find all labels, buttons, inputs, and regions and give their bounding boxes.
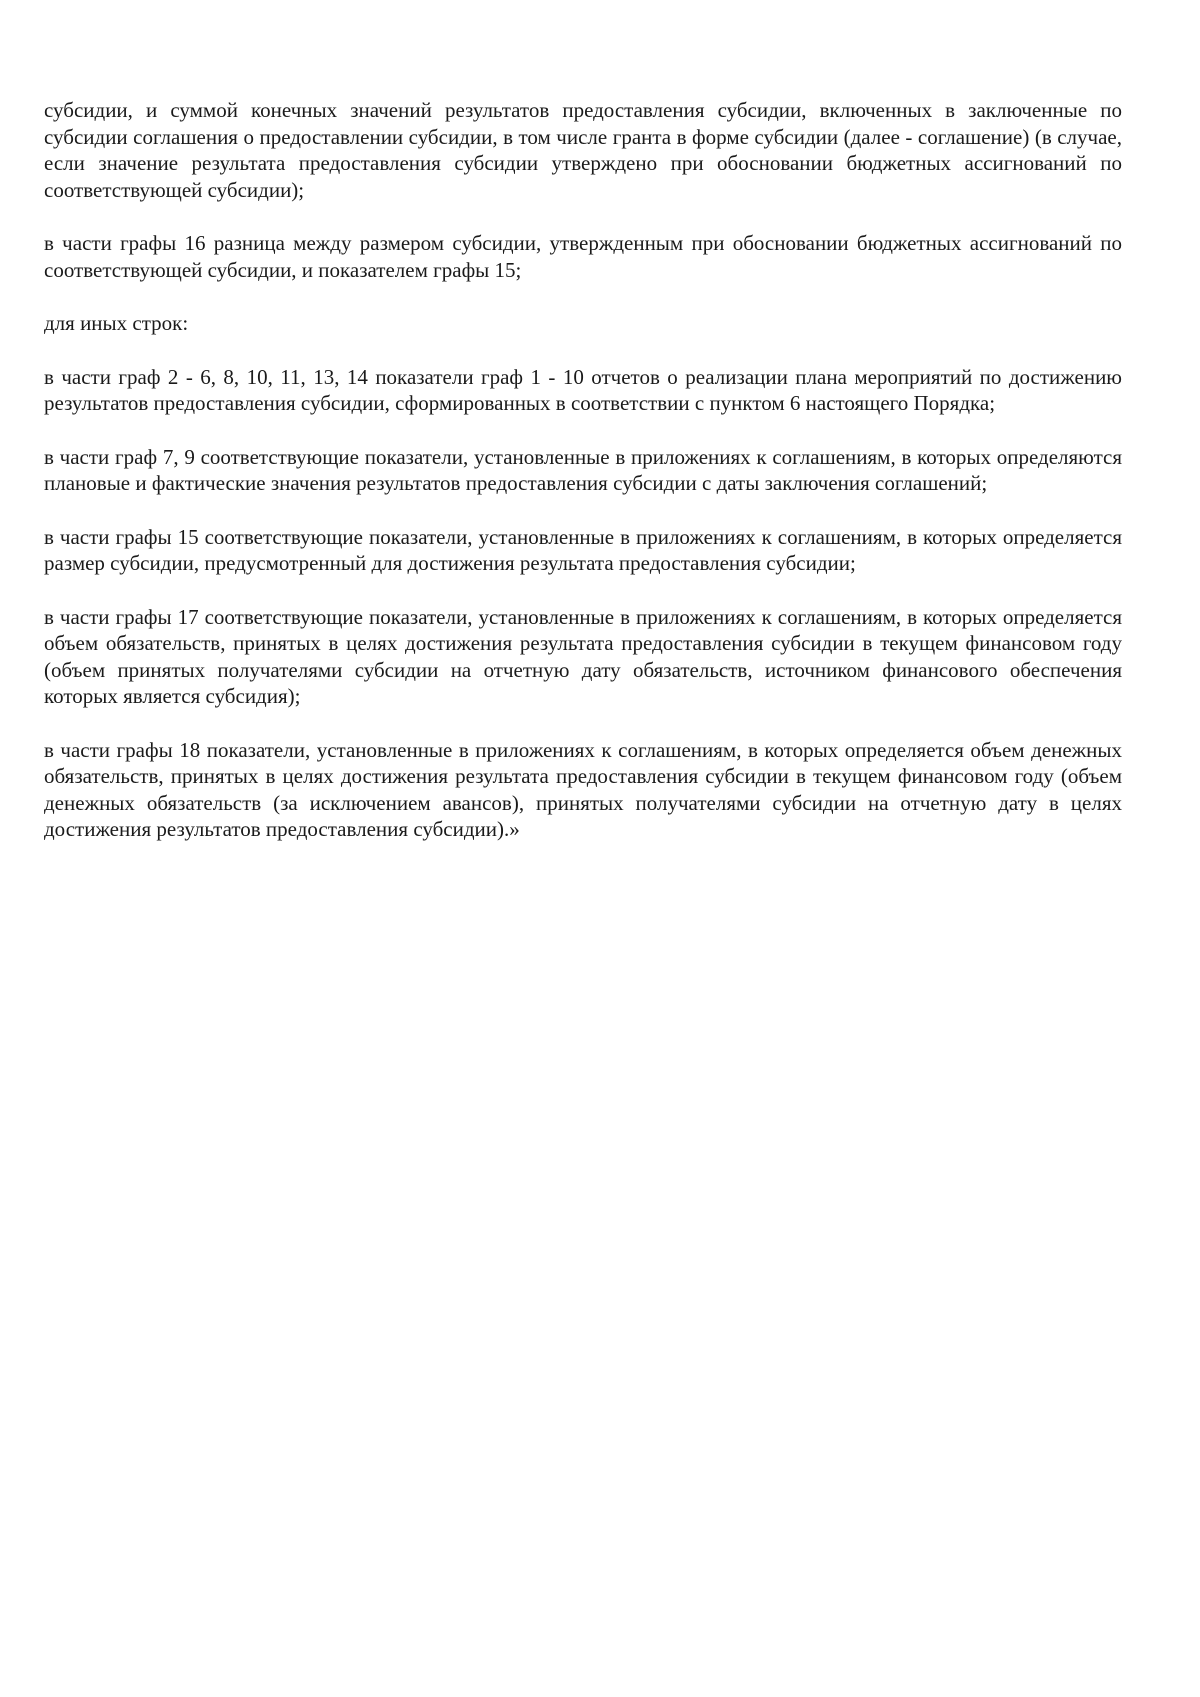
paragraph-3: для иных строк: <box>44 311 189 335</box>
paragraph-6: в части графы 15 соответствующие показатели, установленные в приложениях к соглашениям, в которых определяется размер субсидии, предусмотренный для достижения результата предоставления субсидии; <box>44 524 1122 575</box>
paragraph-5: в части граф 7, 9 соответствующие показатели, установленные в приложениях к соглашениям, в которых определяются плановые и фактические значения результатов предоставления субсидии с даты заключения соглашений; <box>44 444 1122 495</box>
document-body <box>44 97 1122 870</box>
paragraph-8: в части графы 18 показатели, установленные в приложениях к соглашениям, в которых определяется объем денежных обязательств, принятых в целях достижения результата предоставления субсидии в текущем финансовом году (объем денежных обязательств (за исключением авансов), принятых получателями субсидии на отчетную дату в целях достижения результатов предоставления субсидии).» <box>44 737 1122 841</box>
paragraph-1: субсидии, и суммой конечных значений результатов предоставления субсидии, включенных в заключенные по субсидии соглашения о предоставлении субсидии, в том числе гранта в форме субсидии (далее - соглашение) (в случае, если значение результата предоставления субсидии утверждено при обосновании бюджетных ассигнований по соответствующей субсидии); <box>44 98 1122 202</box>
paragraph-2: в части графы 16 разница между размером субсидии, утвержденным при обосновании бюджетных ассигнований по соответствующей субсидии, и показателем графы 15; <box>44 231 1122 282</box>
paragraph-4: в части граф 2 - 6, 8, 10, 11, 13, 14 показатели граф 1 - 10 отчетов о реализации плана мероприятий по достижению результатов предоставления субсидии, сформированных в соответствии с пунктом 6 настоящего Порядка; <box>44 364 1122 415</box>
paragraph-7: в части графы 17 соответствующие показатели, установленные в приложениях к соглашениям, в которых определяется объем обязательств, принятых в целях достижения результата предоставления субсидии в текущем финансовом году (объем принятых получателями субсидии на отчетную дату обязательств, источником финансового обеспечения которых является субсидия); <box>44 604 1122 708</box>
